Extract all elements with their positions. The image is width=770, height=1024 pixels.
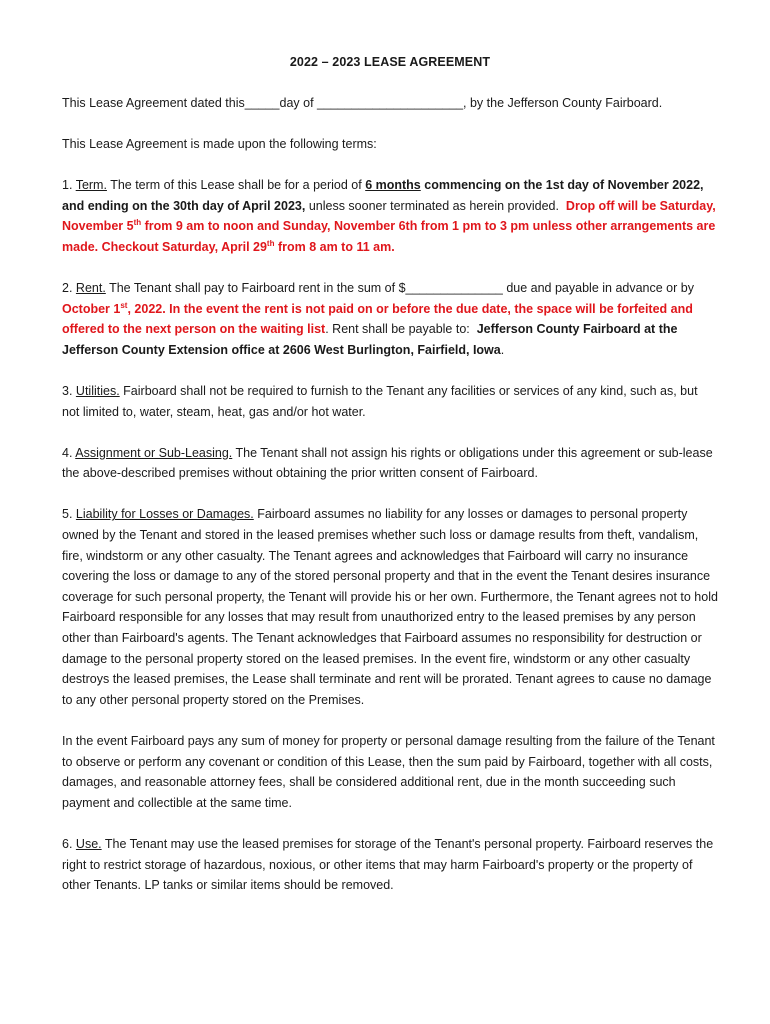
section-number: 6. bbox=[62, 836, 73, 851]
term-text-3: unless sooner terminated as herein provided. bbox=[308, 198, 559, 213]
rent-text-1: The Tenant shall pay to Fairboard rent in the sum of $______________ due and payable in advance or by bbox=[109, 280, 694, 295]
rent-text-2: . Rent shall be payable to: bbox=[325, 322, 470, 337]
rent-due-date: October 1 bbox=[62, 301, 121, 316]
section-heading: Use. bbox=[75, 836, 102, 851]
section-number: 5. bbox=[62, 507, 73, 522]
liability-text: Fairboard assumes no liability for any losses or damages to personal property owned by the Tenant and stored in the leased premises whether such loss or damage results from theft, vandalism, fire, windstorm or any other casualty. The Tenant agrees and acknowledges that Fairboard will carry no insurance covering the loss or damage to any of the stored personal property and that in the event the Tenant desires insurance coverage for such personal property, the Tenant will provide his or her own. Furthermore, the Tenant agrees not to hold Fairboard responsible for any losses that may result from unauthorized entry to the leased premises by any person other than Fairboard's agents. The Tenant acknowledges that Fairboard assumes no responsibility for destruction or damage to the personal property stored on the leased premises. In the event fire, windstorm or any other casualty destroys the leased premises, the Lease shall terminate and rent will be prorated. Tenant agrees to cause no damage to any other personal property stored on the Premises. bbox=[62, 507, 718, 707]
section-heading: Liability for Losses or Damages. bbox=[75, 507, 254, 522]
intro-text: This Lease Agreement dated this_____day of _____________________, by the Jefferson County Fairboard. bbox=[62, 95, 663, 110]
terms-intro-text: This Lease Agreement is made upon the following terms: bbox=[62, 136, 377, 151]
section-liability bbox=[62, 504, 718, 710]
term-months: 6 months bbox=[365, 177, 421, 192]
section-term bbox=[62, 175, 718, 257]
checkout-sup: th bbox=[266, 238, 275, 248]
liability-continued bbox=[62, 731, 718, 813]
section-use bbox=[62, 834, 718, 896]
section-utilities bbox=[62, 381, 718, 422]
dropoff-text: Drop off will be Saturday, November 5 bbox=[62, 198, 716, 234]
section-number: 3. bbox=[62, 383, 73, 398]
dropoff-sup: th bbox=[133, 218, 142, 227]
section-number: 1. bbox=[62, 177, 73, 192]
rent-payee: Jefferson County Fairboard at the Jefferson County Extension office at 2606 West Burlington, Fairfield, Iowa bbox=[62, 322, 678, 357]
intro-paragraph bbox=[62, 93, 718, 114]
assignment-text: The Tenant shall not assign his rights or obligations under this agreement or sub-lease the above-described premises without obtaining the prior written consent of Fairboard. bbox=[62, 445, 713, 481]
section-heading: Rent. bbox=[75, 280, 106, 295]
terms-intro bbox=[62, 134, 718, 155]
dropoff-text-2: from 9 am to noon and Sunday, November 6th from 1 pm to 3 pm unless other arrangements are made. Checkout Saturday, April 29 bbox=[62, 219, 716, 254]
document-title: 2022 – 2023 LEASE AGREEMENT bbox=[289, 55, 491, 69]
term-dates: commencing on the 1st day of November 2022, and ending on the 30th day of April 2023, bbox=[62, 177, 704, 213]
rent-due-sup: st bbox=[120, 300, 128, 310]
use-text: The Tenant may use the leased premises for storage of the Tenant's personal property. Fairboard reserves the right to restrict storage of hazardous, noxious, or other items that may harm Fairboard's property or the property of other Tenants. LP tanks or similar items should be removed. bbox=[62, 836, 714, 893]
section-heading: Assignment or Sub-Leasing. bbox=[75, 445, 233, 460]
lease-document bbox=[62, 52, 718, 916]
rent-forfeit-text: , 2022. In the event the rent is not paid on or before the due date, the space will be forfeited and offered to the next person on the waiting list bbox=[62, 301, 693, 337]
section-number: 2. bbox=[62, 280, 73, 295]
checkout-text: from 8 am to 11 am. bbox=[277, 239, 395, 254]
section-number: 4. bbox=[62, 445, 73, 460]
term-text-1: The term of this Lease shall be for a period of bbox=[110, 177, 362, 192]
utilities-text: Fairboard shall not be required to furnish to the Tenant any facilities or services of any kind, such as, but not limited to, water, steam, heat, gas and/or hot water. bbox=[62, 383, 698, 419]
rent-text-3: . bbox=[500, 342, 505, 357]
section-heading: Utilities. bbox=[75, 383, 120, 398]
section-assignment bbox=[62, 443, 718, 484]
section-rent bbox=[62, 278, 718, 360]
section-heading: Term. bbox=[75, 177, 107, 192]
liability-continued-text: In the event Fairboard pays any sum of money for property or personal damage resulting from the failure of the Tenant to observe or perform any covenant or condition of this Lease, then the sum paid by Fairboard, together with all costs, damages, and reasonable attorney fees, shall be considered additional rent, due in the month succeeding such payment and collectible at the same time. bbox=[62, 734, 715, 810]
